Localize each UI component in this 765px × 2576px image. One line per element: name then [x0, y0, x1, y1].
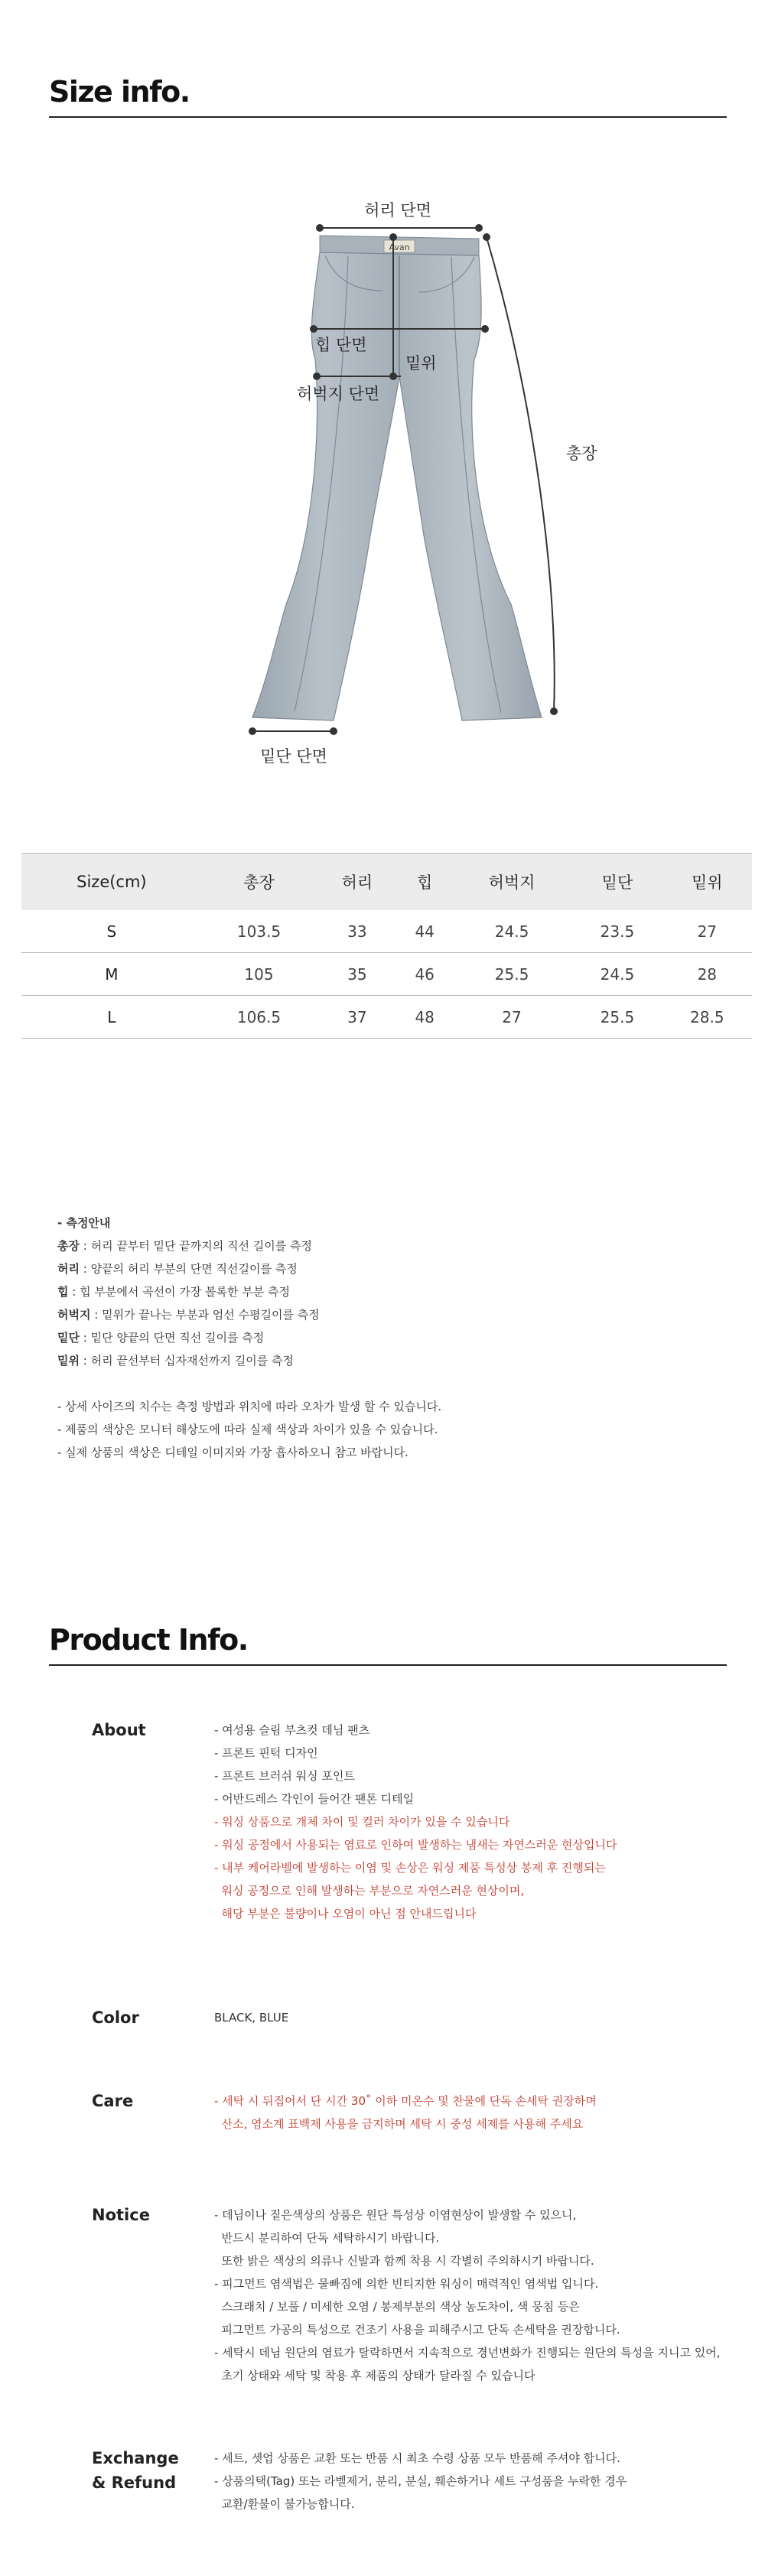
- length-label: 총장: [566, 444, 597, 463]
- table-cell: 35: [316, 953, 398, 996]
- guide-item: [57, 1257, 320, 1280]
- guide-term: 허벅지: [57, 1308, 91, 1322]
- notice-body: [214, 2204, 721, 2387]
- table-cell: 105: [202, 953, 316, 996]
- product-info-rule: [49, 1664, 727, 1666]
- jeans-measurement-diagram: [0, 176, 765, 788]
- disclaimer-line: - 상세 사이즈의 치수는 측정 방법과 위치에 따라 오차가 발생 할 수 있습니다.: [57, 1400, 442, 1413]
- about-warning-line: - 워싱 상품으로 개체 차이 및 컬러 차이가 있을 수 있습니다: [214, 1815, 510, 1829]
- about-warning-line: 해당 부분은 불량이나 오염이 아닌 점 안내드립니다: [214, 1907, 477, 1921]
- table-cell: 103.5: [202, 910, 316, 953]
- guide-item: [57, 1234, 320, 1257]
- waist-label: 허리 단면: [364, 201, 431, 220]
- table-cell: 33: [316, 910, 398, 953]
- measurement-guide: [57, 1212, 320, 1372]
- size-table: [21, 853, 752, 1039]
- notice-line: - 데님이나 짙은색상의 상품은 원단 특성상 이염현상이 발생할 수 있으니,: [214, 2208, 577, 2222]
- care-label: Care: [92, 2092, 134, 2110]
- about-line: - 프론트 핀턱 디자인: [214, 1746, 318, 1760]
- exchange-label: [92, 2446, 179, 2495]
- guide-term: 힙: [57, 1285, 69, 1299]
- color-label: Color: [92, 2008, 139, 2027]
- guide-desc: : 양끝의 허리 부분의 단면 직선길이를 측정: [79, 1262, 298, 1276]
- col-header: Size(cm): [21, 854, 202, 911]
- guide-term: 총장: [57, 1239, 80, 1253]
- notice-line: 초기 상태와 세탁 및 착용 후 제품의 상태가 달라질 수 있습니다: [214, 2369, 536, 2382]
- col-header: 허리: [316, 854, 398, 911]
- table-cell: 46: [399, 953, 451, 996]
- guide-item: [57, 1280, 320, 1303]
- exchange-label-line: & Refund: [92, 2474, 177, 2492]
- col-header: 총장: [202, 854, 316, 911]
- table-row: [21, 996, 752, 1039]
- about-label: About: [92, 1721, 146, 1739]
- notice-line: 스크래치 / 보풀 / 미세한 오염 / 봉제부분의 색상 농도차이, 색 뭉침 등은: [214, 2300, 580, 2314]
- guide-term: 밑단: [57, 1331, 80, 1345]
- table-cell: 24.5: [451, 910, 573, 953]
- table-cell: 48: [399, 996, 451, 1039]
- size-disclaimers: [57, 1395, 441, 1464]
- guide-term: 밑위: [57, 1354, 80, 1368]
- product-info-title: Product Info.: [49, 1623, 248, 1657]
- exchange-body: [214, 2447, 627, 2516]
- size-table-header: [21, 854, 752, 911]
- disclaimer-line: - 제품의 색상은 모니터 해상도에 따라 실제 색상과 차이가 있을 수 있습니다.: [57, 1423, 438, 1436]
- about-warning-line: - 워싱 공정에서 사용되는 염료로 인하여 발생하는 냄새는 자연스러운 현상입니다: [214, 1838, 617, 1852]
- notice-line: 반드시 분리하여 단독 세탁하시기 바랍니다.: [214, 2231, 440, 2245]
- about-body: [214, 1719, 617, 1925]
- col-header: 밑단: [572, 854, 662, 911]
- notice-line: - 세탁시 데님 원단의 염료가 탈락하면서 지속적으로 경년변화가 진행되는 원단의 특성을 지니고 있어,: [214, 2346, 721, 2360]
- guide-desc: : 밑단 양끝의 단면 직선 길이를 측정: [79, 1331, 265, 1345]
- size-info-title: Size info.: [49, 75, 190, 109]
- table-cell: 27: [662, 910, 752, 953]
- guide-desc: : 밑위가 끝나는 부분과 엄선 수평길이를 측정: [90, 1308, 320, 1322]
- care-line: - 세탁 시 뒤집어서 단 시간 30˚ 이하 미온수 및 찬물에 단독 손세탁 권장하며: [214, 2094, 597, 2108]
- care-body: [214, 2090, 597, 2135]
- size-cell: S: [21, 910, 202, 953]
- guide-item: [57, 1326, 320, 1349]
- table-cell: 37: [316, 996, 398, 1039]
- table-cell: 24.5: [572, 953, 662, 996]
- thigh-label: 허벅지 단면: [297, 385, 380, 403]
- color-value: BLACK, BLUE: [214, 2011, 289, 2025]
- exchange-line: - 세트, 셋업 상품은 교환 또는 반품 시 최초 수령 상품 모두 반품해 주셔야 합니다.: [214, 2451, 620, 2465]
- exchange-line: 교환/환불이 불가능합니다.: [214, 2497, 355, 2511]
- table-cell: 25.5: [572, 996, 662, 1039]
- size-info-rule: [49, 116, 727, 118]
- about-line: - 프론트 브러쉬 워싱 포인트: [214, 1769, 355, 1783]
- hem-label: 밑단 단면: [260, 747, 327, 766]
- size-cell: L: [21, 996, 202, 1039]
- table-cell: 28: [662, 953, 752, 996]
- care-line: 산소, 염소계 표백제 사용을 금지하며 세탁 시 중성 세제를 사용해 주세요: [214, 2117, 584, 2131]
- disclaimer-line: - 실제 상품의 색상은 디테일 이미지와 가장 흡사하오니 참고 바랍니다.: [57, 1446, 409, 1459]
- exchange-label-line: Exchange: [92, 2449, 179, 2467]
- table-cell: 27: [451, 996, 573, 1039]
- table-cell: 25.5: [451, 953, 573, 996]
- notice-line: 피그먼트 가공의 특성으로 건조기 사용을 피해주시고 단독 손세탁을 권장합니다.: [214, 2323, 620, 2337]
- table-cell: 44: [399, 910, 451, 953]
- table-cell: 23.5: [572, 910, 662, 953]
- table-row: [21, 953, 752, 996]
- col-header: 허벅지: [451, 854, 573, 911]
- guide-item: [57, 1349, 320, 1372]
- table-row: [21, 910, 752, 953]
- guide-term: 허리: [57, 1262, 80, 1276]
- jeans-illustration: [252, 236, 542, 720]
- table-cell: 106.5: [202, 996, 316, 1039]
- guide-item: [57, 1303, 320, 1326]
- guide-title: - 측정안내: [57, 1216, 111, 1230]
- col-header: 힙: [399, 854, 451, 911]
- notice-line: 또한 밝은 색상의 의류나 신발과 함께 착용 시 각별히 주의하시기 바랍니다.: [214, 2254, 594, 2268]
- guide-desc: : 허리 끝선부터 십자재선까지 길이를 측정: [79, 1354, 294, 1368]
- exchange-line: - 상품의택(Tag) 또는 라벨제거, 분리, 분실, 훼손하거나 세트 구성품을 누락한 경우: [214, 2474, 627, 2488]
- col-header: 밑위: [662, 854, 752, 911]
- guide-desc: : 힙 부분에서 곡선이 가장 볼록한 부분 측정: [68, 1285, 291, 1299]
- notice-line: - 피그먼트 염색법은 물빠짐에 의한 빈티지한 워싱이 매력적인 염색법 입니다.: [214, 2277, 599, 2291]
- notice-label: Notice: [92, 2206, 150, 2224]
- table-cell: 28.5: [662, 996, 752, 1039]
- brand-patch-label: Avan: [389, 242, 410, 252]
- about-line: - 어반드레스 각인이 들어간 팬톤 디테일: [214, 1792, 415, 1806]
- rise-label: 밑위: [405, 354, 437, 372]
- hip-label: 힙 단면: [315, 336, 367, 354]
- about-line: - 여성용 슬림 부츠컷 데님 팬츠: [214, 1723, 370, 1737]
- about-warning-line: 워싱 공정으로 인해 발생하는 부분으로 자연스러운 현상이며,: [214, 1884, 525, 1898]
- about-warning-line: - 내부 케어라벨에 발생하는 이염 및 손상은 워싱 제품 특성상 봉제 후 진행되는: [214, 1861, 606, 1875]
- size-cell: M: [21, 953, 202, 996]
- guide-desc: : 허리 끝부터 밑단 끝까지의 직선 길이를 측정: [79, 1239, 313, 1253]
